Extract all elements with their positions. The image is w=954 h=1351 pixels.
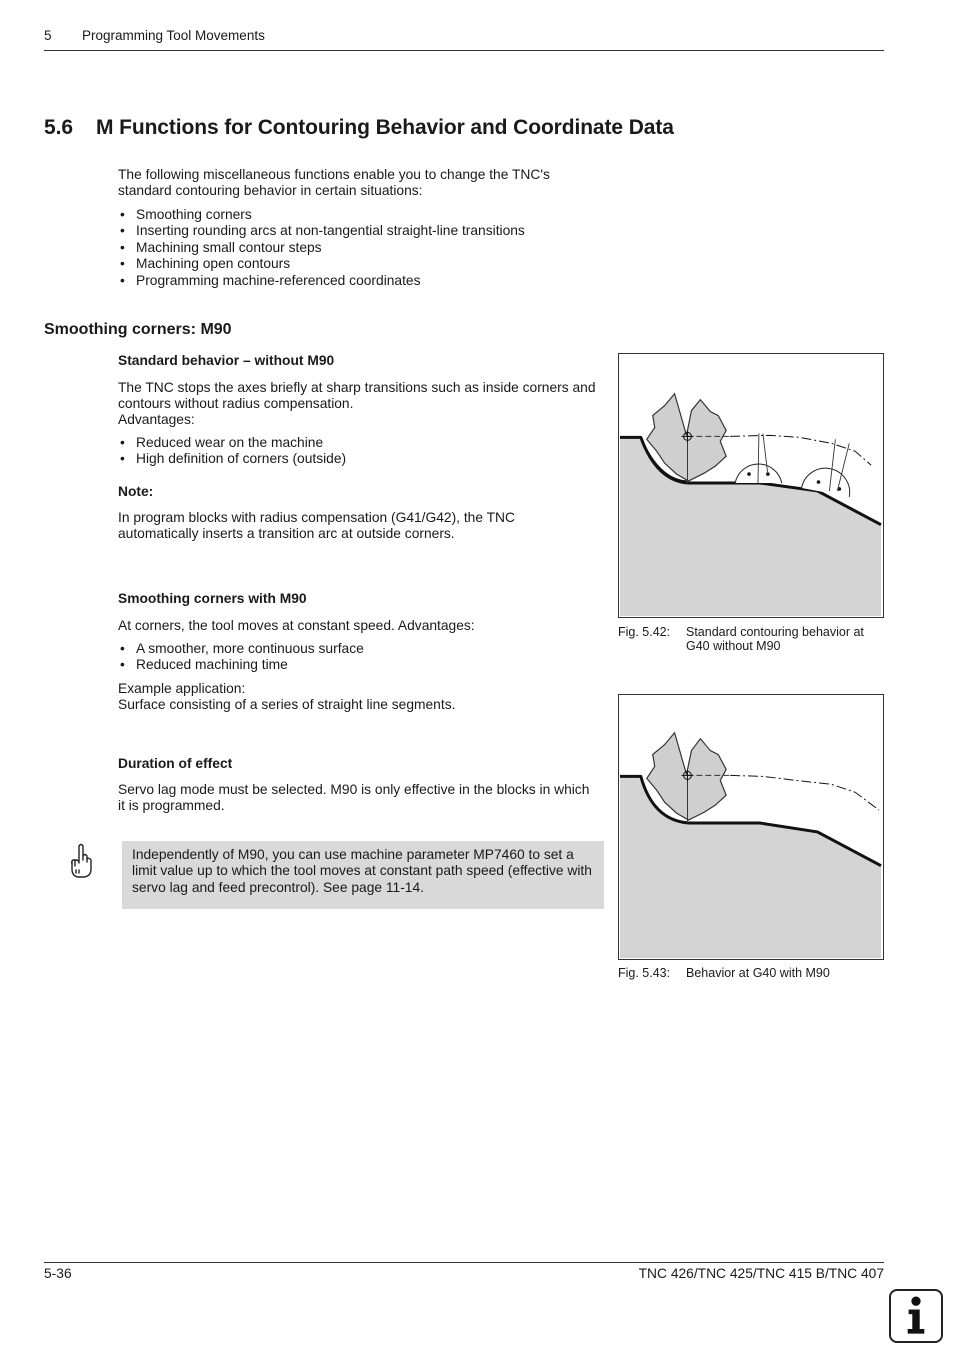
- list-item: • A smoother, more continuous surface: [118, 641, 598, 657]
- list-item: • Machining small contour steps: [118, 240, 598, 256]
- duration-heading: Duration of effect: [118, 756, 233, 771]
- standard-behavior-text: The TNC stops the axes briefly at sharp transitions such as inside corners and contours without radius compensation.: [118, 380, 596, 412]
- page-number: 5-36: [44, 1266, 72, 1281]
- header-rule: [44, 50, 884, 51]
- example-text: Surface consisting of a series of straight line segments.: [118, 697, 456, 712]
- header-chapter-number: 5: [44, 28, 52, 43]
- advantages-label: Advantages:: [118, 412, 195, 427]
- footer-rule: [44, 1262, 884, 1263]
- list-item: • Reduced wear on the machine: [118, 435, 598, 451]
- figure-5-43: [618, 694, 884, 960]
- page-title: [44, 116, 674, 140]
- with-m90-text: At corners, the tool moves at constant speed. Advantages:: [118, 618, 475, 633]
- example-label: Example application:: [118, 681, 246, 696]
- duration-text: Servo lag mode must be selected. M90 is only effective in the blocks in which it is programmed.: [118, 782, 590, 814]
- standard-behavior-heading: Standard behavior – without M90: [118, 353, 335, 368]
- figure-label: Fig. 5.42:: [618, 625, 671, 639]
- pointing-hand-icon: [66, 842, 96, 880]
- figure-label: Fig. 5.43:: [618, 966, 671, 980]
- with-m90-heading: Smoothing corners with M90: [118, 591, 307, 606]
- standard-bullet-list: [118, 435, 598, 468]
- figure-5-43-drawing: [619, 695, 883, 959]
- figure-caption-text: Behavior at G40 with M90: [686, 966, 830, 980]
- with-m90-bullet-list: [118, 641, 598, 674]
- intro-text: The following miscellaneous functions enable you to change the TNC's standard contouring behavior in certain situations:: [118, 167, 550, 199]
- figure-caption-text: Standard contouring behavior at G40 without M90: [686, 625, 864, 653]
- list-item: • High definition of corners (outside): [118, 451, 598, 467]
- note-heading: Note:: [118, 484, 154, 499]
- figure-5-42: [618, 353, 884, 618]
- list-item: • Programming machine-referenced coordinates: [118, 273, 598, 289]
- section-number: 5.6: [44, 116, 73, 139]
- list-item: • Reduced machining time: [118, 657, 598, 673]
- footer-model: TNC 426/TNC 425/TNC 415 B/TNC 407: [638, 1266, 884, 1281]
- hint-box: Independently of M90, you can use machine parameter MP7460 to set a limit value up to which the tool moves at constant path speed (effective with servo lag and feed precontrol). See page 11-14.: [122, 841, 604, 909]
- section-heading: Smoothing corners: M90: [44, 321, 232, 338]
- list-item: • Smoothing corners: [118, 207, 598, 223]
- section-title: M Functions for Contouring Behavior and Coordinate Data: [96, 116, 674, 139]
- figure-5-42-drawing: [619, 354, 883, 617]
- header-chapter-title: Programming Tool Movements: [82, 28, 265, 43]
- list-item: • Machining open contours: [118, 256, 598, 272]
- list-item: • Inserting rounding arcs at non-tangential straight-line transitions: [118, 223, 598, 239]
- note-text: In program blocks with radius compensation (G41/G42), the TNC automatically inserts a transition arc at outside corners.: [118, 510, 515, 542]
- intro-bullet-list: [118, 207, 598, 289]
- info-icon[interactable]: [889, 1289, 943, 1343]
